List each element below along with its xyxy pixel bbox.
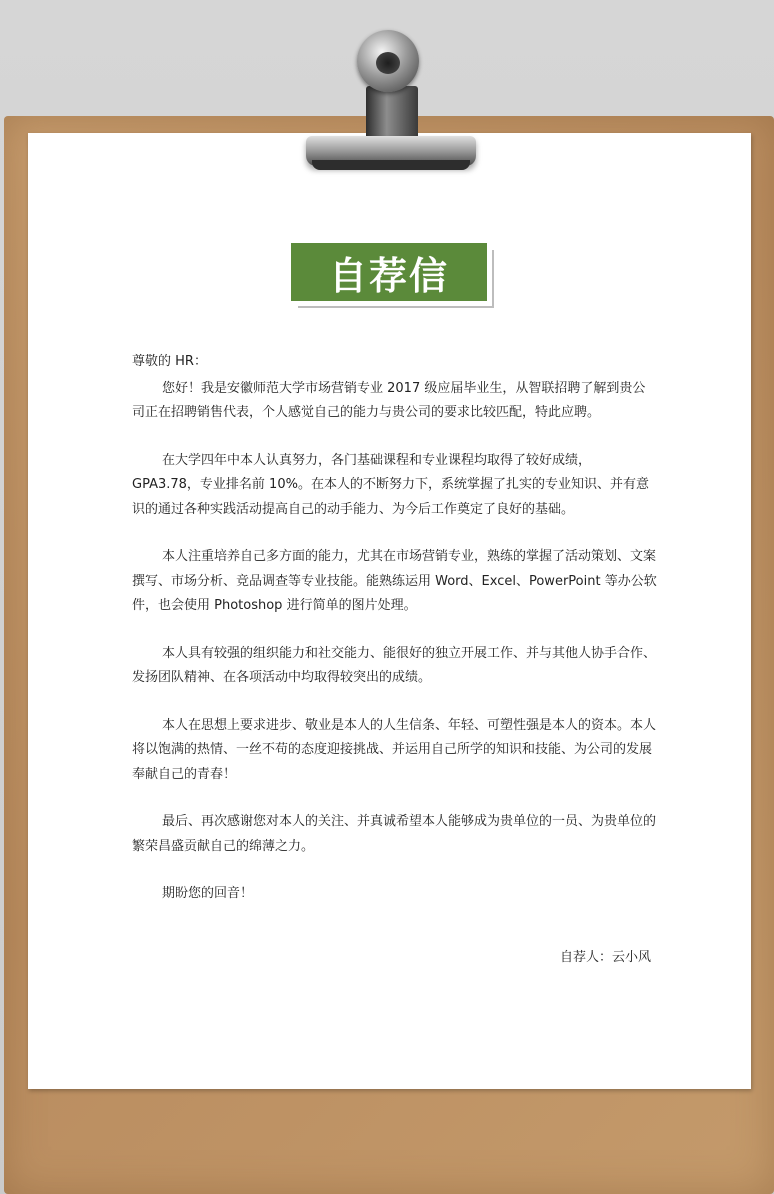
signature: 自荐人：云小风 [560, 950, 652, 965]
clip-ring-hole [376, 52, 400, 74]
paragraph-skills: 本人注重培养自己多方面的能力，尤其在市场营销专业，熟练的掌握了活动策划、文案撰写、市场分析、竞品调查等专业技能。能熟练运用 Word、Excel、PowerPoint 等办公软件，也会使用 Photoshop 进行简单的图片处理。 [132, 549, 657, 613]
paragraph-greeting: 您好！我是安徽师范大学市场营销专业 2017 级应届毕业生，从智联招聘了解到贵公司正在招聘销售代表，个人感觉自己的能力与贵公司的要求比较匹配，特此应聘。 [132, 380, 646, 420]
page-title: 自荐信 [328, 253, 449, 298]
paragraph-academics: 在大学四年中本人认真努力，各门基础课程和专业课程均取得了较好成绩，GPA3.78，专业排名前 10%。在本人的不断努力下，系统掌握了扎实的专业知识、并有意识的通过各种实践活动提高自己的动手能力、为今后工作奠定了良好的基础。 [132, 452, 649, 517]
paragraph-thanks: 最后、再次感谢您对本人的关注、并真诚希望本人能够成为贵单位的一员、为贵单位的繁荣昌盛贡献自己的绵薄之力。 [132, 814, 657, 854]
title-banner [291, 243, 487, 301]
paragraph-teamwork: 本人具有较强的组织能力和社交能力、能很好的独立开展工作、并与其他人协手合作、发扬团队精神、在各项活动中均取得较突出的成绩。 [132, 645, 657, 685]
paragraph-attitude: 本人在思想上要求进步、敬业是本人的人生信条、年轻、可塑性强是本人的资本。本人将以饱满的热情、一丝不苟的态度迎接挑战、并运用自己所学的知识和技能、为公司的发展奉献自己的青春！ [132, 717, 657, 782]
clip-ring [357, 30, 419, 92]
closing-line: 期盼您的回音！ [162, 886, 254, 901]
letter-body [132, 350, 658, 907]
salutation: 尊敬的 HR： [132, 354, 207, 369]
